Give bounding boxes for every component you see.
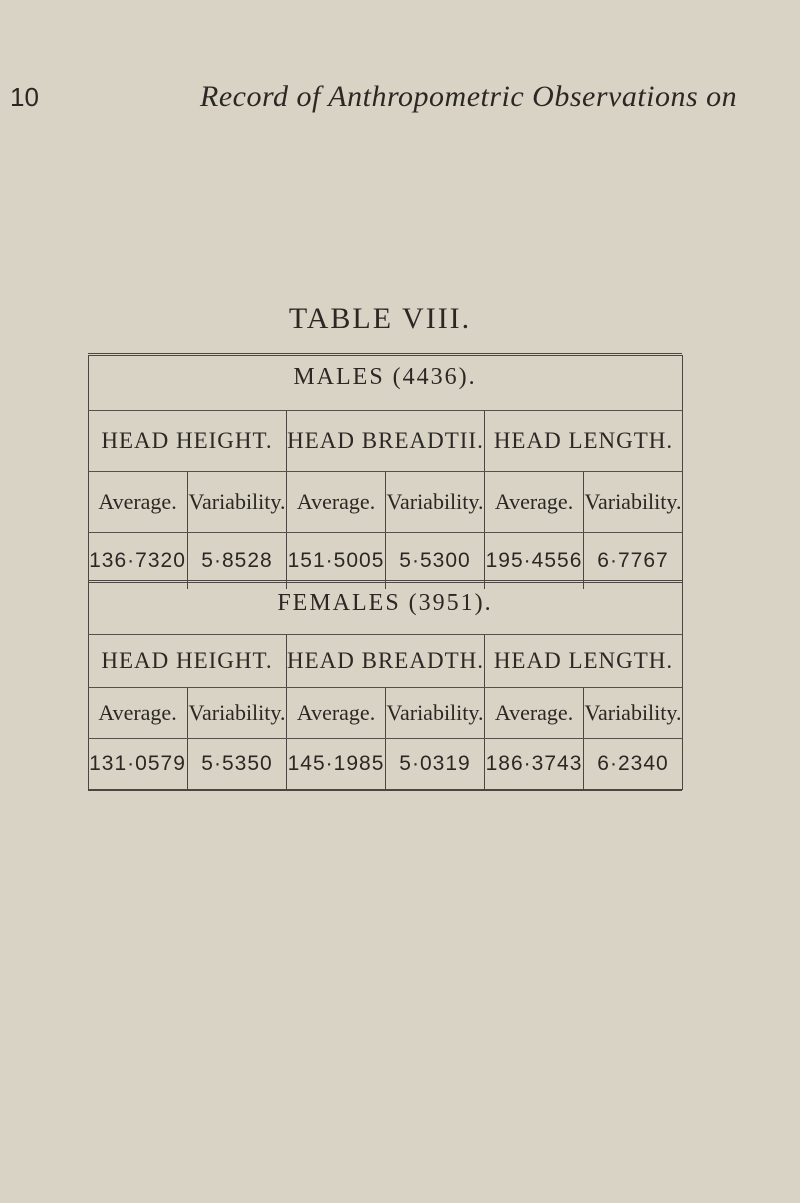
females-head-height-variability: 5·5350 (187, 739, 286, 789)
males-average-label: Average. (484, 472, 583, 532)
females-variability-label: Variability. (583, 688, 682, 738)
females-head-length-variability: 6·2340 (583, 739, 682, 789)
males-subheader-row (88, 472, 682, 532)
males-variability-label: Variability. (385, 472, 484, 532)
females-average-label: Average. (484, 688, 583, 738)
males-head-length-variability: 6·7767 (583, 533, 682, 589)
females-head-length-average: 186·3743 (484, 739, 583, 789)
males-group-head-height: HEAD HEIGHT. (101, 428, 273, 453)
males-variability-label: Variability. (187, 472, 286, 532)
males-caption: MALES (4436). (293, 364, 477, 390)
males-head-breadth-variability: 5·5300 (385, 533, 484, 589)
females-group-head-breadth: HEAD BREADTH. (286, 635, 484, 687)
males-group-head-length: HEAD LENGTH. (484, 411, 682, 471)
females-value-row (88, 739, 682, 789)
females-caption: FEMALES (3951). (277, 590, 493, 616)
females-average-label: Average. (98, 700, 177, 725)
page-number: 10 (10, 82, 39, 112)
females-subheader-row (88, 688, 682, 738)
females-group-head-height: HEAD HEIGHT. (101, 648, 273, 673)
males-group-head-breadth: HEAD BREADTII. (286, 411, 484, 471)
males-group-row (88, 411, 682, 471)
females-head-height-average: 131·0579 (89, 752, 186, 775)
males-head-length-average: 195·4556 (484, 533, 583, 589)
table-right-border (682, 355, 683, 790)
males-head-height-variability: 5·8528 (187, 533, 286, 589)
males-top-rule (88, 353, 682, 356)
females-top-rule (88, 580, 682, 583)
males-head-breadth-average: 151·5005 (286, 533, 385, 589)
males-variability-label: Variability. (583, 472, 682, 532)
running-head: Record of Anthropometric Observations on (200, 80, 738, 113)
males-head-height-average: 136·7320 (89, 549, 186, 572)
females-variability-label: Variability. (385, 688, 484, 738)
females-group-row (88, 635, 682, 687)
females-head-breadth-average: 145·1985 (286, 739, 385, 789)
females-head-breadth-variability: 5·0319 (385, 739, 484, 789)
females-variability-label: Variability. (187, 688, 286, 738)
females-average-label: Average. (286, 688, 385, 738)
males-average-label: Average. (98, 489, 177, 514)
table-title: TABLE VIII. (288, 302, 472, 335)
table-bottom-rule (88, 789, 682, 791)
females-group-head-length: HEAD LENGTH. (484, 635, 682, 687)
males-average-label: Average. (286, 472, 385, 532)
